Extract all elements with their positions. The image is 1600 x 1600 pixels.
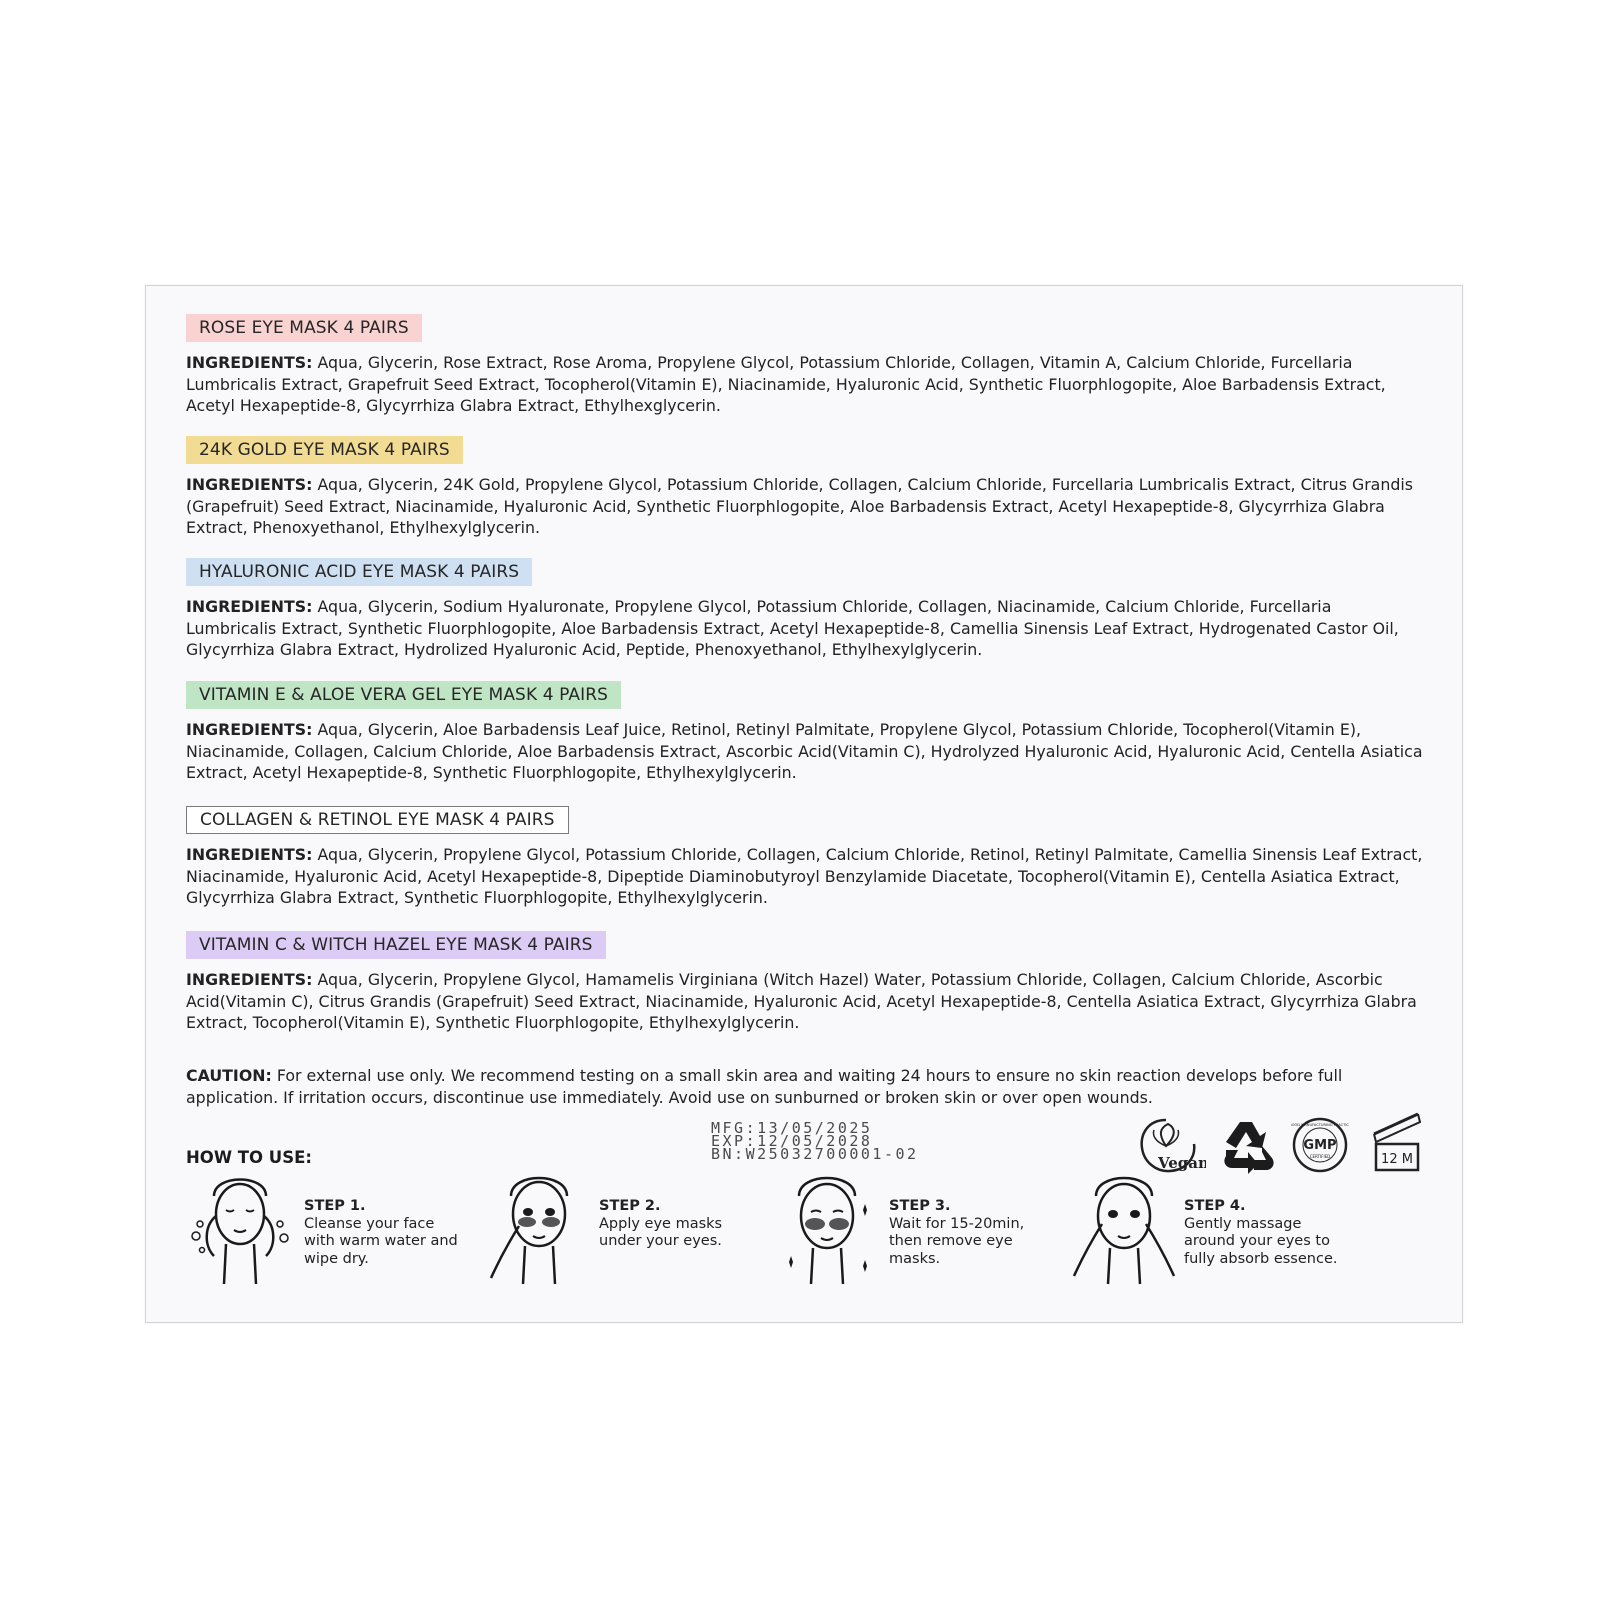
step-title: STEP 2.	[599, 1198, 661, 1214]
section-title: COLLAGEN & RETINOL EYE MASK 4 PAIRS	[186, 806, 569, 834]
ingredients-text: INGREDIENTS: Aqua, Glycerin, Rose Extract, Rose Aroma, Propylene Glycol, Potassium Chloride, Collagen, Vitamin A, Calcium Chloride, Furcellaria Lumbricalis Extract, Grapefruit Seed Extract, Tocopherol(Vitamin E), Niacinamide, Hyaluronic Acid, Synthetic Fluorphlogopite, Aloe Barbadensis Extract, Acetyl Hexapeptide-8, Glycyrrhiza Glabra Extract, Ethylhexglycerin.	[186, 353, 1386, 415]
svg-text:Vegan: Vegan	[1158, 1154, 1206, 1172]
section-hyaluronic	[186, 558, 1426, 661]
section-title: VITAMIN C & WITCH HAZEL EYE MASK 4 PAIRS	[186, 931, 606, 959]
step-2	[481, 1166, 771, 1296]
section-rose	[186, 314, 1426, 417]
wait-eye-mask-icon	[771, 1166, 886, 1296]
section-title: ROSE EYE MASK 4 PAIRS	[186, 314, 422, 342]
apply-eye-mask-icon	[481, 1166, 596, 1296]
svg-text:12 M: 12 M	[1381, 1152, 1413, 1167]
ingredients-text: INGREDIENTS: Aqua, Glycerin, 24K Gold, Propylene Glycol, Potassium Chloride, Collagen, Calcium Chloride, Furcellaria Lumbricalis Extract, Citrus Grandis (Grapefruit) Seed Extract, Niacinamide, Hyaluronic Acid, Synthetic Fluorphlogopite, Aloe Barbadensis Extract, Acetyl Hexapeptide-8, Glycyrrhiza Glabra Extract, Phenoxyethanol, Ethylhexylglycerin.	[186, 475, 1414, 537]
section-vitamin-c-witch-hazel	[186, 931, 1426, 1034]
massage-eyes-icon	[1066, 1166, 1181, 1296]
how-to-use-heading: HOW TO USE:	[186, 1148, 312, 1167]
batch-number: BN:W25032700001-02	[711, 1145, 919, 1163]
section-title: 24K GOLD EYE MASK 4 PAIRS	[186, 436, 463, 464]
pao-jar-icon	[1366, 1108, 1428, 1178]
section-vitamin-e-aloe	[186, 681, 1426, 784]
face-washing-icon	[186, 1166, 301, 1296]
exp-date: EXP:12/05/2028	[711, 1132, 873, 1150]
mfg-date: MFG:13/05/2025	[711, 1119, 873, 1137]
step-text: Apply eye masks under your eyes.	[599, 1215, 723, 1249]
step-title: STEP 1.	[304, 1198, 366, 1214]
step-text: Wait for 15-20min, then remove eye masks.	[889, 1215, 1025, 1267]
ingredients-text: INGREDIENTS: Aqua, Glycerin, Aloe Barbadensis Leaf Juice, Retinol, Retinyl Palmitate, Propylene Glycol, Potassium Chloride, Tocopherol(Vitamin E), Niacinamide, Collagen, Calcium Chloride, Aloe Barbadensis Extract, Ascorbic Acid(Vitamin C), Hydrolyzed Hyaluronic Acid, Hyaluronic Acid, Centella Asiatica Extract, Acetyl Hexapeptide-8, Synthetic Fluorphlogopite, Ethylhexylglycerin.	[186, 720, 1423, 782]
svg-text:GMP: GMP	[1303, 1138, 1337, 1153]
section-collagen-retinol	[186, 806, 1426, 909]
step-text: Gently massage around your eyes to fully absorb essence.	[1184, 1215, 1338, 1267]
section-title: HYALURONIC ACID EYE MASK 4 PAIRS	[186, 558, 532, 586]
step-4	[1066, 1166, 1356, 1296]
step-title: STEP 4.	[1184, 1198, 1246, 1214]
product-label-panel	[145, 285, 1463, 1323]
ingredients-text: INGREDIENTS: Aqua, Glycerin, Propylene Glycol, Potassium Chloride, Collagen, Calcium Chloride, Retinol, Retinyl Palmitate, Camellia Sinensis Leaf Extract, Niacinamide, Hyaluronic Acid, Acetyl Hexapeptide-8, Dipeptide Diaminobutyroyl Benzylamide Diacetate, Tocopherol(Vitamin E), Centella Asiatica Extract, Glycyrrhiza Glabra Extract, Synthetic Fluorphlogopite, Ethylhexylglycerin.	[186, 845, 1423, 907]
step-3	[771, 1166, 1061, 1296]
svg-text:GOOD MANUFACTURING PRACTICE: GOOD MANUFACTURING PRACTICE	[1291, 1123, 1349, 1127]
caution-text: CAUTION: For external use only. We recommend testing on a small skin area and waiting 24 hours to ensure no skin reaction develops before full application. If irritation occurs, discontinue use immediately. Avoid use on sunburned or broken skin or over open wounds.	[186, 1066, 1343, 1107]
svg-text:CERTIFIED: CERTIFIED	[1309, 1154, 1331, 1159]
section-24k-gold	[186, 436, 1426, 539]
step-1	[186, 1166, 476, 1296]
ingredients-text: INGREDIENTS: Aqua, Glycerin, Propylene Glycol, Hamamelis Virginiana (Witch Hazel) Water, Potassium Chloride, Collagen, Calcium Chloride, Ascorbic Acid(Vitamin C), Citrus Grandis (Grapefruit) Seed Extract, Niacinamide, Hyaluronic Acid, Acetyl Hexapeptide-8, Centella Asiatica Extract, Glycyrrhiza Glabra Extract, Tocopherol(Vitamin E), Synthetic Fluorphlogopite, Ethylhexylglycerin.	[186, 970, 1417, 1032]
step-text: Cleanse your face with warm water and wipe dry.	[304, 1215, 458, 1267]
step-title: STEP 3.	[889, 1198, 951, 1214]
batch-stamp	[711, 1119, 919, 1163]
section-title: VITAMIN E & ALOE VERA GEL EYE MASK 4 PAIRS	[186, 681, 621, 709]
ingredients-text: INGREDIENTS: Aqua, Glycerin, Sodium Hyaluronate, Propylene Glycol, Potassium Chloride, Collagen, Niacinamide, Calcium Chloride, Furcellaria Lumbricalis Extract, Synthetic Fluorphlogopite, Aloe Barbadensis Extract, Acetyl Hexapeptide-8, Camellia Sinensis Leaf Extract, Hydrogenated Castor Oil, Glycyrrhiza Glabra Extract, Hydrolized Hyaluronic Acid, Peptide, Phenoxyethanol, Ethylhexylglycerin.	[186, 597, 1399, 659]
